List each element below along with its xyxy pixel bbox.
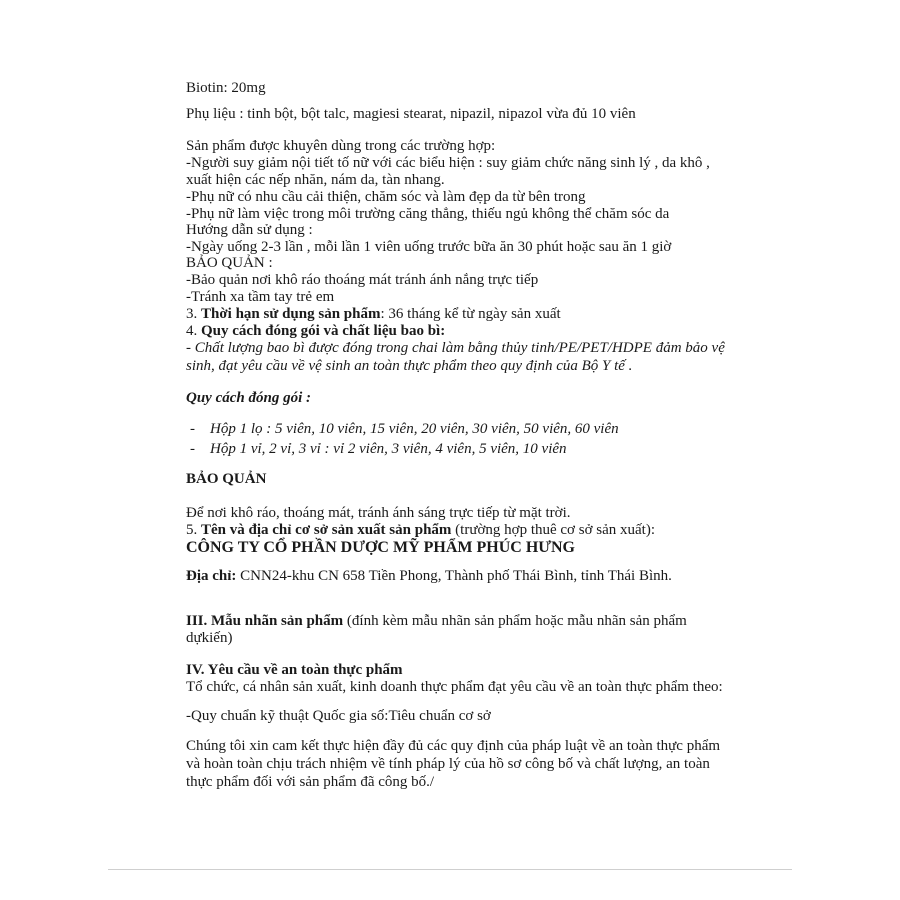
storage-heading-1: BẢO QUẢN : [186, 255, 273, 271]
shelf-life-line [186, 306, 561, 323]
manufacturer-note: (trường hợp thuê cơ sở sản xuất): [451, 522, 655, 538]
commitment-line-c: thực phẩm đối với sản phẩm đã công bố./ [186, 774, 435, 790]
packaging-line [186, 323, 445, 340]
section-3-note-b: dựkiến) [186, 630, 233, 646]
storage-text-2: Để nơi khô ráo, thoáng mát, tránh ánh sáng trực tiếp từ mặt trời. [186, 505, 571, 521]
packaging-number: 4. [186, 323, 201, 339]
page-bottom-divider [108, 869, 792, 870]
manufacturer-label: Tên và địa chỉ cơ sở sản xuất sản phẩm [201, 522, 452, 538]
shelf-life-number: 3. [186, 306, 201, 322]
storage-line-1: -Bảo quản nơi khô ráo thoáng mát tránh ánh nắng trực tiếp [186, 272, 539, 288]
standard-line: -Quy chuẩn kỹ thuật Quốc gia số:Tiêu chuẩn cơ sở [186, 708, 491, 724]
section-3-line [186, 613, 687, 630]
address-label: Địa chỉ: [186, 568, 237, 584]
case-3-line: -Phụ nữ làm việc trong môi trường căng thẳng, thiếu ngủ không thể chăm sóc da [186, 206, 670, 222]
address-value: CNN24-khu CN 658 Tiền Phong, Thành phố Thái Bình, tỉnh Thái Bình. [236, 568, 672, 584]
packaging-label: Quy cách đóng gói và chất liệu bao bì [201, 323, 441, 339]
case-2-line: -Phụ nữ có nhu cầu cải thiện, chăm sóc và làm đẹp da từ bên trong [186, 189, 586, 205]
manufacturer-line [186, 522, 655, 539]
section-4-text: Tổ chức, cá nhân sản xuất, kinh doanh thực phẩm đạt yêu cầu về an toàn thực phẩm theo: [186, 679, 723, 695]
packaging-desc-line-b: sinh, đạt yêu cầu về vệ sinh an toàn thực phẩm theo quy định của Bộ Y tế . [186, 358, 633, 374]
shelf-life-value: : 36 tháng kể từ ngày sản xuất [380, 306, 561, 322]
usage-heading: Hướng dẫn sử dụng : [186, 222, 313, 238]
section-3-label: III. Mẫu nhãn sản phẩm [186, 613, 344, 629]
case-1-line-a: -Người suy giảm nội tiết tố nữ với các biểu hiện : suy giảm chức năng sinh lý , da khô , [186, 155, 710, 171]
packaging-spec-heading: Quy cách đóng gói : [186, 390, 311, 406]
packaging-colon: : [440, 323, 446, 339]
pack-item-2: Hộp 1 vỉ, 2 vỉ, 3 vỉ : vỉ 2 viên, 3 viên, 4 viên, 5 viên, 10 viên [210, 441, 567, 457]
usage-text: -Ngày uống 2-3 lần , mỗi lần 1 viên uống trước bữa ăn 30 phút hoặc sau ăn 1 giờ [186, 239, 672, 255]
manufacturer-number: 5. [186, 522, 201, 538]
section-3-note-a: (đính kèm mẫu nhãn sản phẩm hoặc mẫu nhãn sản phẩm [343, 613, 687, 629]
storage-line-2: -Tránh xa tầm tay trẻ em [186, 289, 335, 305]
pack-item-1: Hộp 1 lọ : 5 viên, 10 viên, 15 viên, 20 viên, 30 viên, 50 viên, 60 viên [210, 421, 619, 437]
commitment-line-a: Chúng tôi xin cam kết thực hiện đầy đủ các quy định của pháp luật về an toàn thực phẩm [186, 738, 721, 754]
commitment-line-b: và hoàn toàn chịu trách nhiệm về tính pháp lý của hồ sơ công bố và chất lượng, an toàn [186, 756, 710, 772]
recommended-intro: Sản phẩm được khuyên dùng trong các trường hợp: [186, 138, 496, 154]
address-line [186, 568, 672, 585]
case-1-line-b: xuất hiện các nếp nhăn, nám da, tàn nhang. [186, 172, 445, 188]
pack-item-1-dash: - [190, 421, 195, 437]
excipients-line: Phụ liệu : tinh bột, bột talc, magiesi stearat, nipazil, nipazol vừa đủ 10 viên [186, 106, 636, 122]
pack-item-2-dash: - [190, 441, 195, 457]
company-name: CÔNG TY CỔ PHẦN DƯỢC MỸ PHẨM PHÚC HƯNG [186, 539, 575, 556]
section-4-heading: IV. Yêu cầu về an toàn thực phẩm [186, 662, 403, 678]
packaging-desc-line-a: - Chất lượng bao bì được đóng trong chai làm bằng thủy tinh/PE/PET/HDPE đảm bảo vệ [186, 340, 725, 356]
biotin-line: Biotin: 20mg [186, 80, 266, 96]
storage-heading-2: BẢO QUẢN [186, 471, 267, 487]
shelf-life-label: Thời hạn sử dụng sản phẩm [201, 306, 381, 322]
